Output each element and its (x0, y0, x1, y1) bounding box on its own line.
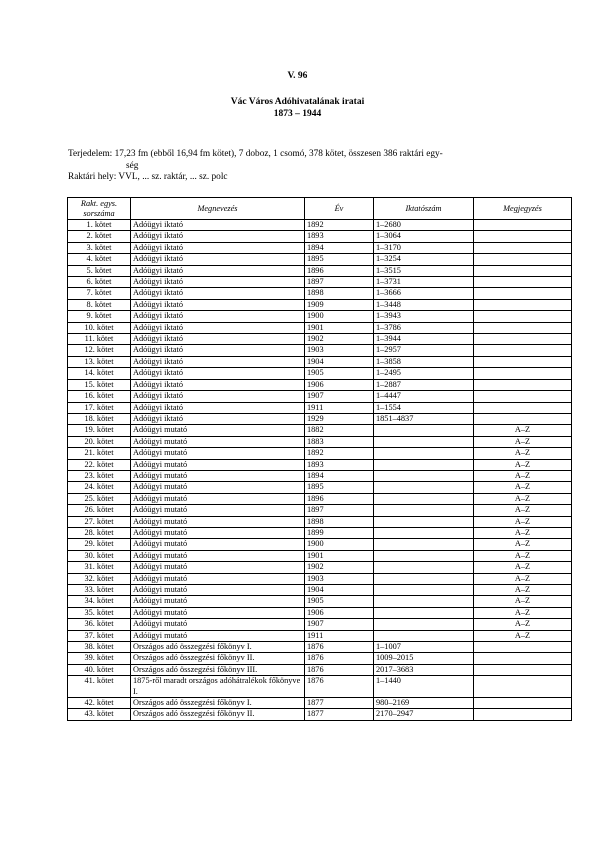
cell-unit: 25. kötet (68, 493, 131, 504)
table-row (68, 596, 572, 607)
cell-name: Adóügyi mutató (131, 596, 305, 607)
cell-name: Adóügyi mutató (131, 436, 305, 447)
cell-regno: 1–3064 (374, 231, 474, 242)
cell-year: 1911 (305, 402, 374, 413)
table-row (68, 231, 572, 242)
cell-regno: 1–2887 (374, 379, 474, 390)
table-body (68, 220, 572, 721)
cell-unit: 41. kötet (68, 676, 131, 698)
col-header-regno: Iktatószám (374, 198, 474, 220)
cell-regno (374, 516, 474, 527)
table-row (68, 322, 572, 333)
cell-note (474, 277, 572, 288)
cell-name: Országos adó összegzési főkönyv II. (131, 709, 305, 720)
table-header-row (68, 198, 572, 220)
cell-regno (374, 493, 474, 504)
cell-unit: 16. kötet (68, 391, 131, 402)
cell-unit: 10. kötet (68, 322, 131, 333)
cell-regno (374, 527, 474, 538)
cell-note (474, 242, 572, 253)
cell-unit: 9. kötet (68, 311, 131, 322)
cell-year: 1897 (305, 505, 374, 516)
cell-note (474, 653, 572, 664)
cell-name: Adóügyi mutató (131, 425, 305, 436)
cell-year: 1897 (305, 277, 374, 288)
cell-name: Adóügyi mutató (131, 539, 305, 550)
cell-name: Adóügyi iktató (131, 265, 305, 276)
cell-note: A–Z (474, 585, 572, 596)
table-row (68, 527, 572, 538)
cell-note (474, 356, 572, 367)
cell-name: 1875-ről maradt országos adóhátralékok főkönyve I. (131, 676, 305, 698)
cell-unit: 12. kötet (68, 345, 131, 356)
col-header-year: Év (305, 198, 374, 220)
cell-name: Adóügyi iktató (131, 231, 305, 242)
cell-unit: 27. kötet (68, 516, 131, 527)
cell-year: 1898 (305, 288, 374, 299)
cell-regno (374, 607, 474, 618)
cell-regno: 2017–3683 (374, 664, 474, 675)
cell-unit: 31. kötet (68, 562, 131, 573)
cell-name: Adóügyi iktató (131, 402, 305, 413)
cell-note: A–Z (474, 482, 572, 493)
cell-year: 1882 (305, 425, 374, 436)
cell-name: Adóügyi mutató (131, 459, 305, 470)
cell-regno: 1–1440 (374, 676, 474, 698)
cell-year: 1892 (305, 220, 374, 231)
cell-note: A–Z (474, 493, 572, 504)
table-row (68, 242, 572, 253)
table-row (68, 630, 572, 641)
cell-regno (374, 448, 474, 459)
table-row (68, 402, 572, 413)
cell-note: A–Z (474, 459, 572, 470)
cell-name: Adóügyi iktató (131, 220, 305, 231)
cell-name: Adóügyi mutató (131, 619, 305, 630)
cell-year: 1902 (305, 562, 374, 573)
cell-year: 1876 (305, 642, 374, 653)
table-row (68, 653, 572, 664)
cell-note (474, 220, 572, 231)
cell-note: A–Z (474, 550, 572, 561)
cell-unit: 32. kötet (68, 573, 131, 584)
cell-year: 1876 (305, 676, 374, 698)
cell-year: 1899 (305, 527, 374, 538)
cell-regno: 1–3666 (374, 288, 474, 299)
cell-name: Adóügyi iktató (131, 299, 305, 310)
cell-regno (374, 630, 474, 641)
cell-unit: 17. kötet (68, 402, 131, 413)
cell-note: A–Z (474, 448, 572, 459)
cell-year: 1901 (305, 322, 374, 333)
cell-name: Adóügyi mutató (131, 516, 305, 527)
cell-name: Országos adó összegzési főkönyv I. (131, 698, 305, 709)
cell-year: 1894 (305, 470, 374, 481)
cell-name: Adóügyi mutató (131, 607, 305, 618)
cell-regno (374, 619, 474, 630)
table-row (68, 676, 572, 698)
cell-regno (374, 459, 474, 470)
cell-regno: 2170–2947 (374, 709, 474, 720)
cell-regno (374, 573, 474, 584)
cell-note (474, 345, 572, 356)
table-row (68, 334, 572, 345)
cell-year: 1898 (305, 516, 374, 527)
cell-year: 1901 (305, 550, 374, 561)
table-row (68, 345, 572, 356)
cell-note (474, 265, 572, 276)
cell-note: A–Z (474, 516, 572, 527)
cell-year: 1892 (305, 448, 374, 459)
cell-regno (374, 470, 474, 481)
table-row (68, 607, 572, 618)
cell-unit: 2. kötet (68, 231, 131, 242)
cell-regno: 1–3515 (374, 265, 474, 276)
table-row (68, 709, 572, 720)
cell-note: A–Z (474, 425, 572, 436)
cell-regno: 1–3731 (374, 277, 474, 288)
cell-note: A–Z (474, 539, 572, 550)
cell-name: Adóügyi iktató (131, 242, 305, 253)
cell-year: 1903 (305, 573, 374, 584)
table-row (68, 459, 572, 470)
cell-unit: 42. kötet (68, 698, 131, 709)
cell-name: Adóügyi mutató (131, 505, 305, 516)
cell-unit: 1. kötet (68, 220, 131, 231)
cell-year: 1911 (305, 630, 374, 641)
fond-title: Vác Város Adóhivatalának iratai (230, 97, 365, 107)
cell-note (474, 391, 572, 402)
cell-year: 1896 (305, 493, 374, 504)
cell-year: 1893 (305, 231, 374, 242)
cell-year: 1877 (305, 698, 374, 709)
cell-note: A–Z (474, 562, 572, 573)
cell-unit: 36. kötet (68, 619, 131, 630)
cell-name: Adóügyi iktató (131, 368, 305, 379)
cell-year: 1900 (305, 311, 374, 322)
cell-year: 1900 (305, 539, 374, 550)
col-header-unit: Rakt. egys. sorszáma (68, 198, 131, 220)
cell-name: Országos adó összegzési főkönyv I. (131, 642, 305, 653)
cell-name: Adóügyi iktató (131, 322, 305, 333)
cell-note (474, 402, 572, 413)
cell-year: 1893 (305, 459, 374, 470)
cell-unit: 33. kötet (68, 585, 131, 596)
cell-note (474, 676, 572, 698)
cell-regno (374, 436, 474, 447)
table-row (68, 550, 572, 561)
cell-name: Adóügyi iktató (131, 334, 305, 345)
cell-note (474, 664, 572, 675)
cell-unit: 5. kötet (68, 265, 131, 276)
table-row (68, 391, 572, 402)
cell-name: Adóügyi mutató (131, 550, 305, 561)
cell-unit: 14. kötet (68, 368, 131, 379)
cell-regno: 1–1554 (374, 402, 474, 413)
cell-regno: 1–3858 (374, 356, 474, 367)
cell-name: Adóügyi mutató (131, 493, 305, 504)
cell-name: Adóügyi iktató (131, 379, 305, 390)
cell-name: Adóügyi iktató (131, 391, 305, 402)
cell-year: 1906 (305, 379, 374, 390)
table-row (68, 356, 572, 367)
table-row (68, 288, 572, 299)
table-row (68, 585, 572, 596)
table-row (68, 265, 572, 276)
table-row (68, 482, 572, 493)
cell-regno (374, 539, 474, 550)
cell-regno (374, 425, 474, 436)
cell-unit: 35. kötet (68, 607, 131, 618)
cell-unit: 29. kötet (68, 539, 131, 550)
cell-note: A–Z (474, 607, 572, 618)
cell-unit: 30. kötet (68, 550, 131, 561)
cell-unit: 40. kötet (68, 664, 131, 675)
col-header-name: Megnevezés (131, 198, 305, 220)
cell-year: 1903 (305, 345, 374, 356)
cell-year: 1905 (305, 368, 374, 379)
cell-regno (374, 482, 474, 493)
cell-name: Adóügyi mutató (131, 527, 305, 538)
table-row (68, 299, 572, 310)
table-row (68, 220, 572, 231)
cell-name: Adóügyi iktató (131, 277, 305, 288)
cell-name: Adóügyi mutató (131, 448, 305, 459)
cell-regno (374, 550, 474, 561)
cell-name: Adóügyi iktató (131, 254, 305, 265)
cell-year: 1883 (305, 436, 374, 447)
cell-note (474, 311, 572, 322)
cell-year: 1902 (305, 334, 374, 345)
cell-year: 1929 (305, 413, 374, 424)
cell-year: 1907 (305, 619, 374, 630)
cell-unit: 39. kötet (68, 653, 131, 664)
cell-name: Adóügyi mutató (131, 585, 305, 596)
cell-name: Országos adó összegzési főkönyv II. (131, 653, 305, 664)
table-row (68, 573, 572, 584)
cell-unit: 26. kötet (68, 505, 131, 516)
cell-regno: 1–3943 (374, 311, 474, 322)
cell-note (474, 379, 572, 390)
table-row (68, 425, 572, 436)
cell-unit: 43. kötet (68, 709, 131, 720)
cell-unit: 15. kötet (68, 379, 131, 390)
cell-note (474, 698, 572, 709)
table-row (68, 436, 572, 447)
inventory-table (67, 197, 572, 721)
table-row (68, 505, 572, 516)
cell-regno (374, 596, 474, 607)
cell-note (474, 288, 572, 299)
cell-regno: 980–2169 (374, 698, 474, 709)
cell-regno: 1–3786 (374, 322, 474, 333)
cell-unit: 38. kötet (68, 642, 131, 653)
table-row (68, 413, 572, 424)
cell-note: A–Z (474, 470, 572, 481)
cell-regno: 1851–4837 (374, 413, 474, 424)
table-row (68, 254, 572, 265)
storage-location: Raktári hely: VVL, ... sz. raktár, ... sz. polc (68, 172, 228, 182)
cell-name: Adóügyi mutató (131, 630, 305, 641)
table-row (68, 562, 572, 573)
col-header-note: Megjegyzés (474, 198, 572, 220)
cell-note (474, 709, 572, 720)
cell-year: 1907 (305, 391, 374, 402)
table-row (68, 698, 572, 709)
cell-regno: 1–2957 (374, 345, 474, 356)
cell-unit: 28. kötet (68, 527, 131, 538)
cell-regno: 1–3944 (374, 334, 474, 345)
cell-year: 1906 (305, 607, 374, 618)
extent-continuation: ség (126, 160, 139, 171)
cell-year: 1877 (305, 709, 374, 720)
cell-note (474, 322, 572, 333)
cell-regno (374, 562, 474, 573)
cell-regno (374, 505, 474, 516)
cell-unit: 22. kötet (68, 459, 131, 470)
table-row (68, 516, 572, 527)
cell-note: A–Z (474, 619, 572, 630)
cell-year: 1895 (305, 254, 374, 265)
cell-year: 1876 (305, 664, 374, 675)
cell-regno (374, 585, 474, 596)
cell-regno: 1–4447 (374, 391, 474, 402)
cell-year: 1895 (305, 482, 374, 493)
table-row (68, 664, 572, 675)
table-row (68, 448, 572, 459)
cell-name: Adóügyi iktató (131, 288, 305, 299)
cell-year: 1896 (305, 265, 374, 276)
cell-note: A–Z (474, 630, 572, 641)
cell-year: 1905 (305, 596, 374, 607)
cell-year: 1909 (305, 299, 374, 310)
date-range: 1873 – 1944 (273, 109, 322, 119)
cell-regno: 1–3254 (374, 254, 474, 265)
cell-unit: 6. kötet (68, 277, 131, 288)
cell-name: Adóügyi iktató (131, 345, 305, 356)
fond-metadata (68, 149, 528, 184)
cell-year: 1876 (305, 653, 374, 664)
table-row (68, 642, 572, 653)
cell-unit: 21. kötet (68, 448, 131, 459)
cell-year: 1904 (305, 356, 374, 367)
cell-note: A–Z (474, 436, 572, 447)
cell-year: 1904 (305, 585, 374, 596)
cell-name: Adóügyi iktató (131, 311, 305, 322)
table-row (68, 493, 572, 504)
cell-unit: 34. kötet (68, 596, 131, 607)
table-row (68, 277, 572, 288)
table-row (68, 470, 572, 481)
cell-regno: 1–3170 (374, 242, 474, 253)
cell-note (474, 299, 572, 310)
cell-note: A–Z (474, 505, 572, 516)
cell-unit: 18. kötet (68, 413, 131, 424)
cell-name: Adóügyi mutató (131, 482, 305, 493)
cell-name: Országos adó összegzési főkönyv III. (131, 664, 305, 675)
cell-note (474, 334, 572, 345)
extent-line: Terjedelem: 17,23 fm (ebből 16,94 fm kötet), 7 doboz, 1 csomó, 378 kötet, összesen 386 raktári egy- (68, 149, 443, 159)
cell-note (474, 368, 572, 379)
cell-regno: 1009–2015 (374, 653, 474, 664)
cell-regno: 1–2680 (374, 220, 474, 231)
cell-name: Adóügyi iktató (131, 413, 305, 424)
table-row (68, 311, 572, 322)
cell-note (474, 413, 572, 424)
cell-unit: 7. kötet (68, 288, 131, 299)
cell-unit: 3. kötet (68, 242, 131, 253)
fond-number: V. 96 (287, 71, 308, 81)
cell-note (474, 642, 572, 653)
cell-unit: 23. kötet (68, 470, 131, 481)
table-row (68, 539, 572, 550)
cell-note: A–Z (474, 527, 572, 538)
cell-note: A–Z (474, 573, 572, 584)
cell-unit: 13. kötet (68, 356, 131, 367)
cell-unit: 4. kötet (68, 254, 131, 265)
cell-unit: 19. kötet (68, 425, 131, 436)
cell-name: Adóügyi mutató (131, 573, 305, 584)
table-row (68, 368, 572, 379)
cell-unit: 20. kötet (68, 436, 131, 447)
cell-regno: 1–3448 (374, 299, 474, 310)
cell-regno: 1–2495 (374, 368, 474, 379)
cell-name: Adóügyi iktató (131, 356, 305, 367)
cell-regno: 1–1007 (374, 642, 474, 653)
table-row (68, 379, 572, 390)
cell-note: A–Z (474, 596, 572, 607)
cell-note (474, 254, 572, 265)
cell-name: Adóügyi mutató (131, 470, 305, 481)
cell-unit: 37. kötet (68, 630, 131, 641)
cell-name: Adóügyi mutató (131, 562, 305, 573)
cell-unit: 8. kötet (68, 299, 131, 310)
cell-unit: 11. kötet (68, 334, 131, 345)
cell-unit: 24. kötet (68, 482, 131, 493)
cell-year: 1894 (305, 242, 374, 253)
cell-note (474, 231, 572, 242)
table-row (68, 619, 572, 630)
